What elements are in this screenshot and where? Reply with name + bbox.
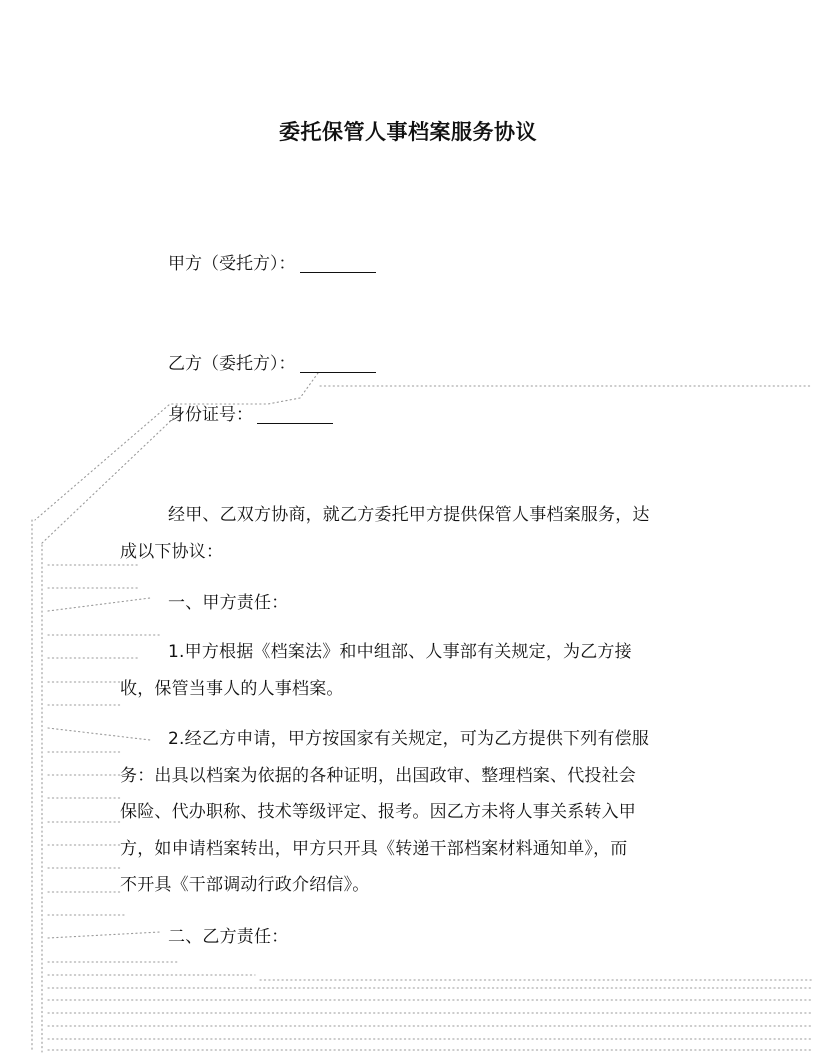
item-line: 不开具《干部调动行政介绍信》。: [120, 875, 370, 895]
id-number-label: 身份证号：: [168, 405, 253, 425]
party-a-row: [168, 252, 376, 276]
item-line: 保险、代办职称、技术等级评定、报考。因乙方未将人事关系转入甲: [120, 802, 636, 822]
party-a-blank[interactable]: [300, 254, 376, 273]
section-heading: 一、甲方责任：: [168, 593, 289, 613]
id-number-blank[interactable]: [257, 405, 333, 424]
item-line: 1.甲方根据《档案法》和中组部、人事部有关规定，为乙方接: [168, 642, 632, 662]
intro-line: 成以下协议：: [120, 542, 224, 562]
party-b-row: [168, 352, 376, 376]
item-line: 务：出具以档案为依据的各种证明，出国政审、整理档案、代投社会: [120, 766, 636, 786]
item-line: 2.经乙方申请，甲方按国家有关规定，可为乙方提供下列有偿服: [168, 729, 650, 749]
section-heading: 二、乙方责任：: [168, 927, 289, 947]
intro-line: 经甲、乙双方协商，就乙方委托甲方提供保管人事档案服务，达: [168, 505, 650, 525]
id-number-row: [168, 403, 333, 427]
party-b-label: 乙方（委托方）：: [168, 354, 296, 374]
item-line: 方，如申请档案转出，甲方只开具《转递干部档案材料通知单》，而: [120, 839, 628, 859]
party-a-label: 甲方（受托方）：: [168, 254, 296, 274]
document-title: 委托保管人事档案服务协议: [279, 120, 537, 144]
item-line: 收，保管当事人的人事档案。: [120, 679, 344, 699]
party-b-blank[interactable]: [300, 354, 376, 373]
